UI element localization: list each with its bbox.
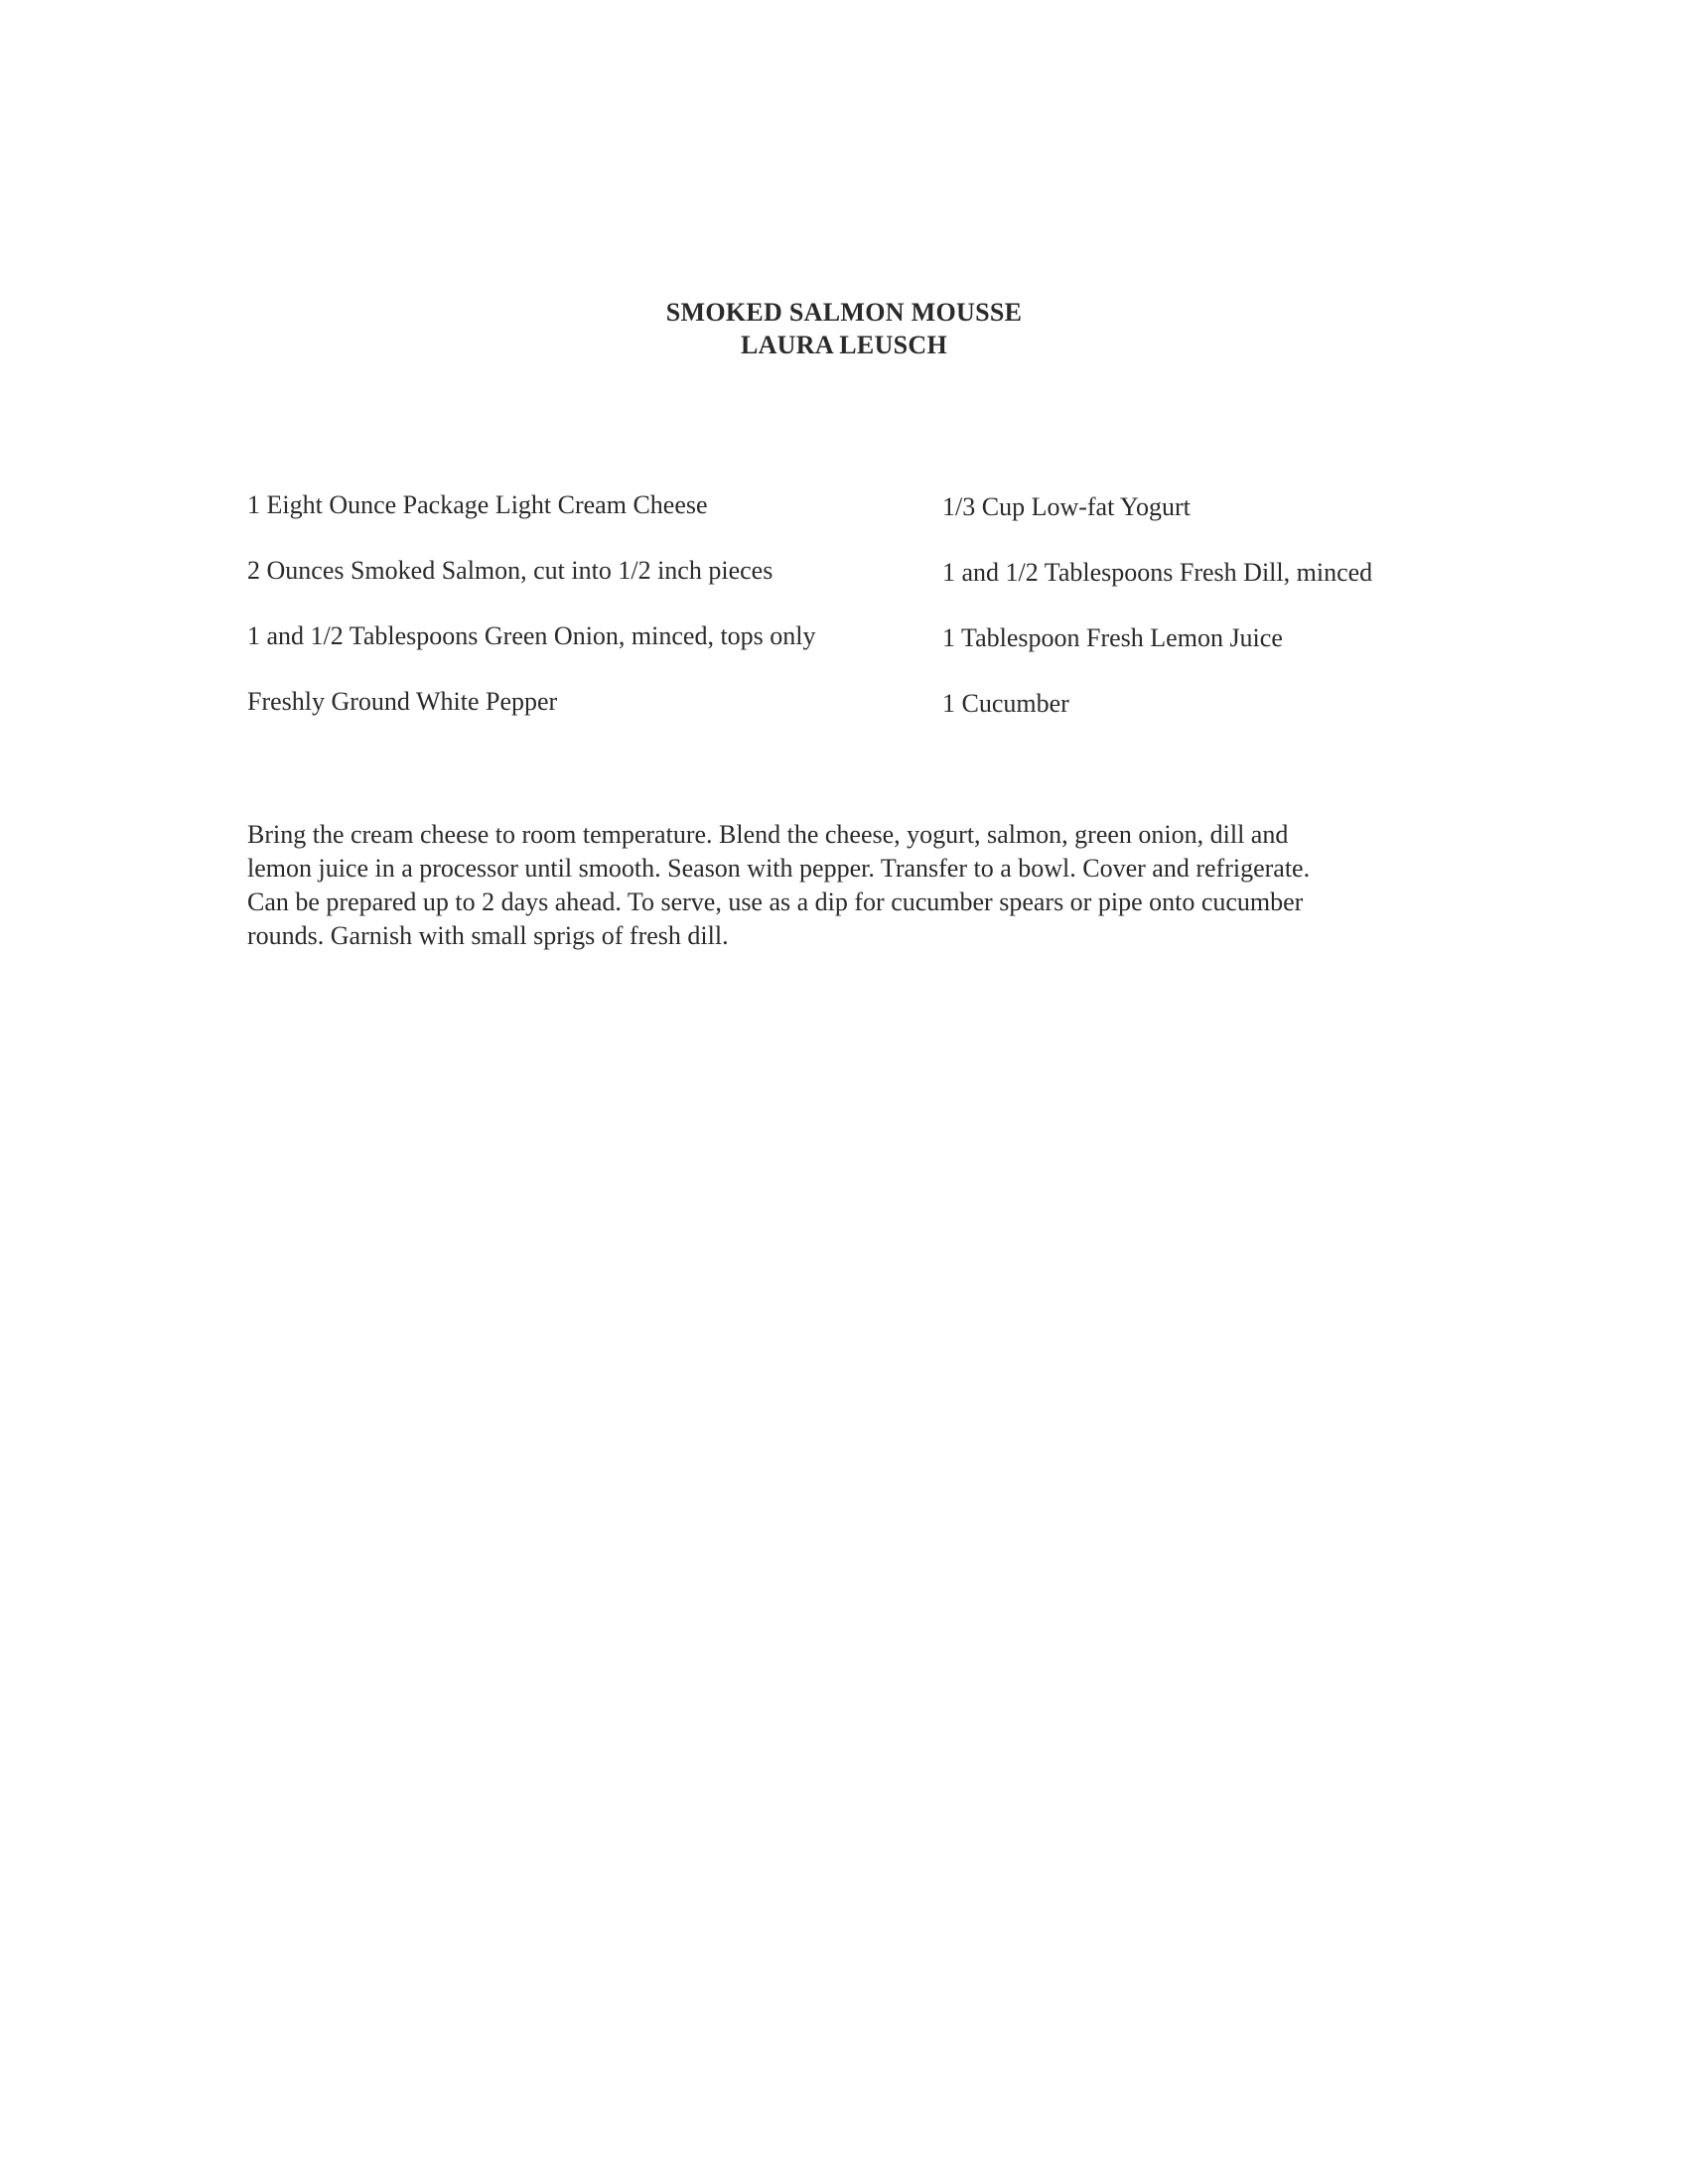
ingredient-row — [247, 621, 1439, 687]
ingredient-row — [247, 687, 1439, 752]
ingredient-item: 1 Cucumber — [942, 689, 1069, 718]
ingredient-item: 1/3 Cup Low-fat Yogurt — [942, 492, 1191, 521]
ingredient-list — [247, 490, 1439, 752]
recipe-title: SMOKED SALMON MOUSSE — [665, 298, 1023, 327]
ingredient-item: 1 Tablespoon Fresh Lemon Juice — [942, 623, 1283, 652]
ingredient-item: 1 and 1/2 Tablespoons Green Onion, minced, tops only — [247, 621, 816, 650]
ingredient-item: 1 Eight Ounce Package Light Cream Cheese — [247, 490, 708, 519]
ingredient-row — [247, 490, 1439, 556]
recipe-header — [0, 296, 1688, 361]
ingredient-item: 1 and 1/2 Tablespoons Fresh Dill, minced — [942, 558, 1373, 587]
recipe-author: LAURA LEUSCH — [740, 331, 948, 359]
ingredient-item: 2 Ounces Smoked Salmon, cut into 1/2 inch pieces — [247, 556, 774, 585]
ingredient-row — [247, 556, 1439, 621]
recipe-instructions: Bring the cream cheese to room temperature. Blend the cheese, yogurt, salmon, green onion, dill and lemon juice in a processor until smooth. Season with pepper. Transfer to a bowl. Cover and refrigerate. Can be prepared up to 2 days ahead. To serve, use as a dip for cucumber spears or pipe onto cucumber rounds. Garnish with small sprigs of fresh dill. — [247, 820, 1311, 950]
ingredient-item: Freshly Ground White Pepper — [247, 687, 558, 716]
